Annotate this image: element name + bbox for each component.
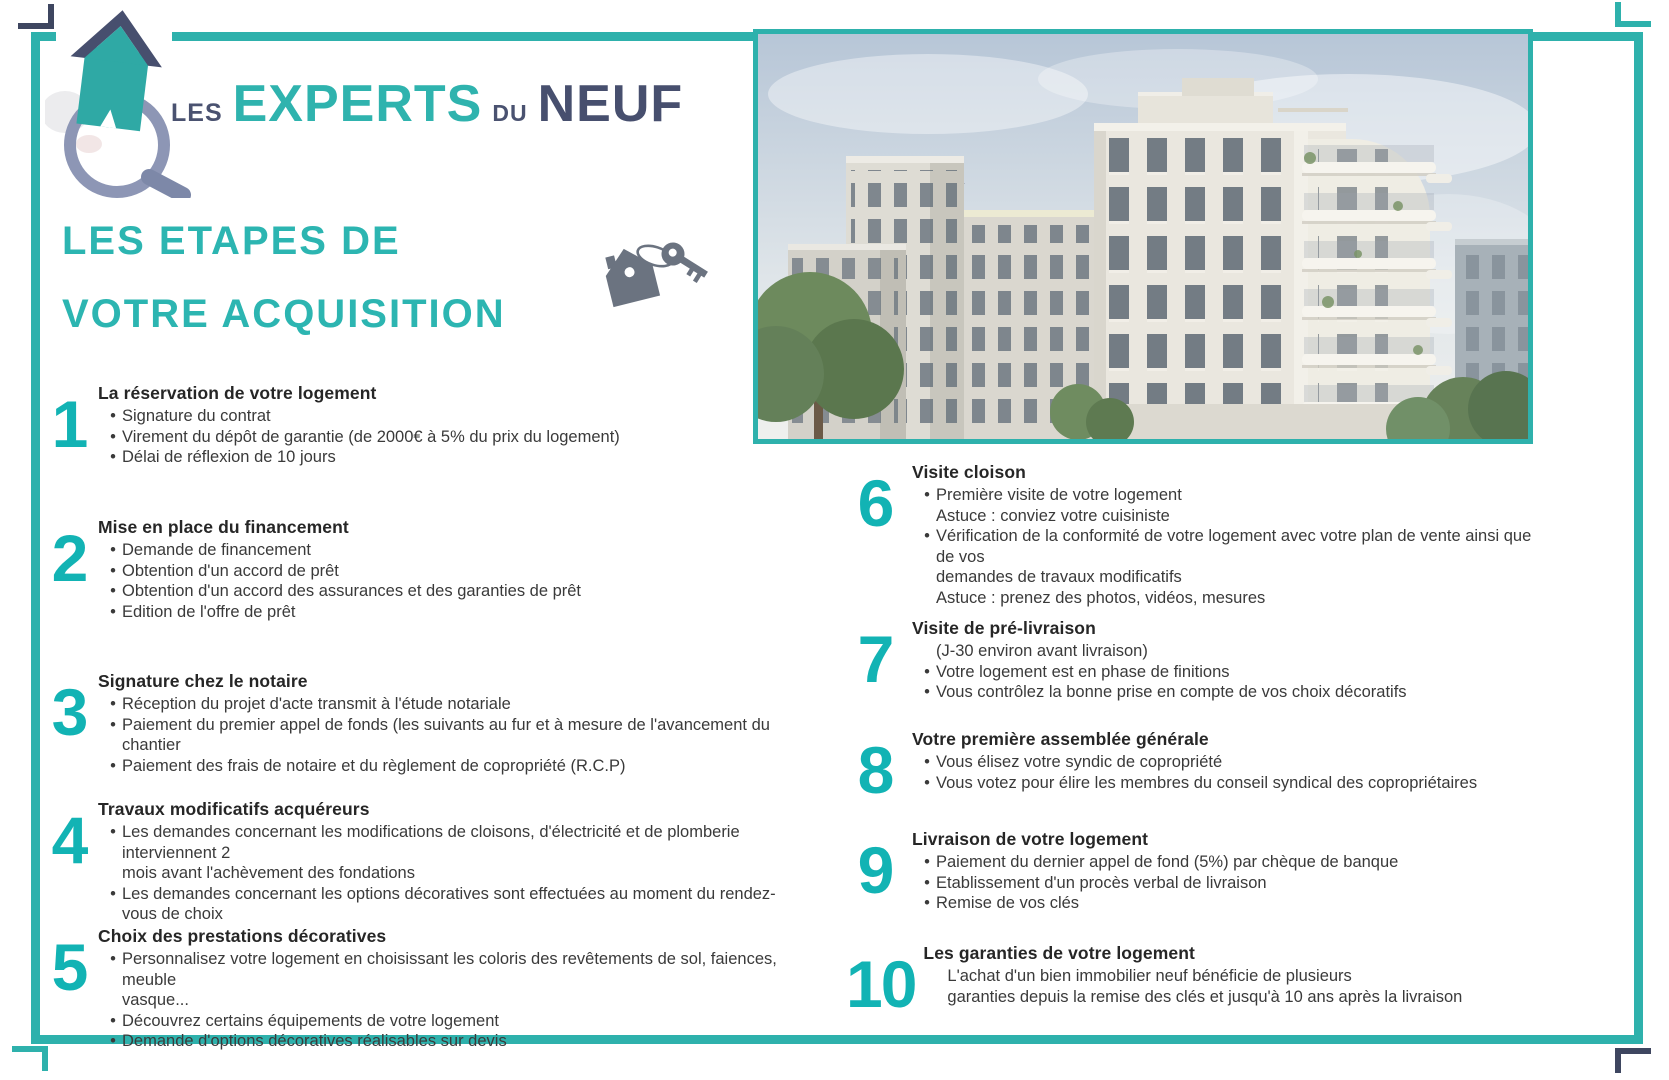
- corner-mark-top-right-icon: [1615, 2, 1651, 27]
- bullet-icon: •: [924, 683, 930, 701]
- bullet-icon: •: [110, 561, 116, 580]
- note-item: [912, 588, 1546, 609]
- step-body: [90, 671, 788, 776]
- bullet-icon: •: [110, 756, 116, 775]
- key-glyph-icon: [657, 238, 711, 285]
- item-text: Astuce : prenez des photos, vidéos, mesures: [936, 588, 1266, 607]
- bullet-icon: •: [110, 715, 116, 734]
- bullet-icon: •: [110, 582, 116, 600]
- bullet-item: [98, 694, 788, 715]
- bullet-icon: •: [924, 662, 930, 681]
- bullet-icon: •: [924, 486, 930, 504]
- step-number: 6: [857, 466, 893, 540]
- step-body: [904, 829, 1398, 914]
- bullet-item: [98, 561, 581, 582]
- item-text: Etablissement d'un procès verbal de livraison: [936, 873, 1267, 892]
- step-body: [90, 517, 581, 622]
- bullet-icon: •: [110, 448, 116, 466]
- step-title: La réservation de votre logement: [98, 383, 377, 403]
- item-text: Paiement du premier appel de fonds (les suivants au fur et à mesure de l'avancement du chantier: [122, 715, 770, 754]
- bullet-item: [912, 485, 1546, 506]
- step-body: [90, 926, 788, 1052]
- step-body: [90, 799, 788, 925]
- page-title-line1: LES ETAPES DE: [62, 219, 401, 263]
- logo: [171, 74, 683, 134]
- bullet-item: [98, 406, 620, 427]
- item-text: Les demandes concernant les options décoratives sont effectuées au moment du rendez-vous de choix: [122, 884, 776, 923]
- step-5: [48, 926, 788, 1052]
- item-text: Obtention d'un accord de prêt: [122, 561, 339, 580]
- bullet-item: [98, 1031, 788, 1052]
- step-body: [904, 618, 1407, 703]
- item-text: Vérification de la conformité de votre logement avec votre plan de vente ainsi que de vos demandes de travaux modificatifs: [936, 527, 1532, 586]
- bullet-item: [98, 581, 581, 602]
- step-7: [846, 618, 1546, 703]
- item-text: Vous contrôlez la bonne prise en compte de vos choix décoratifs: [936, 683, 1407, 701]
- step-1: [48, 383, 788, 468]
- step-title: Travaux modificatifs acquéreurs: [98, 799, 370, 819]
- item-text: Demande d'options décoratives réalisables sur devis: [122, 1032, 507, 1050]
- step-number: 3: [51, 675, 87, 749]
- house-tag-icon: [600, 243, 660, 307]
- step-number: 10: [846, 947, 916, 1021]
- item-text: Paiement du dernier appel de fond (5%) par chèque de banque: [936, 853, 1399, 871]
- page-title: [62, 205, 506, 351]
- step-number: 2: [51, 521, 87, 595]
- bullet-item: [98, 427, 620, 448]
- bullet-icon: •: [110, 1032, 116, 1050]
- bullet-item: [912, 752, 1477, 773]
- bullet-icon: •: [924, 753, 930, 771]
- bullet-icon: •: [110, 602, 116, 621]
- step-title: Visite cloison: [912, 462, 1026, 482]
- bullet-icon: •: [924, 527, 930, 545]
- step-body: [904, 729, 1477, 793]
- bullet-icon: •: [110, 823, 116, 841]
- bullet-item: [98, 715, 788, 756]
- logo-word-du: DU: [492, 100, 528, 126]
- item-text: Découvrez certains équipements de votre logement: [122, 1011, 499, 1030]
- step-title: Visite de pré-livraison: [912, 618, 1096, 638]
- bullet-item: [98, 884, 788, 925]
- step-2: [48, 517, 788, 622]
- step-body: [915, 943, 1462, 1007]
- step-body: [90, 383, 620, 468]
- bullet-icon: •: [110, 407, 116, 425]
- bullet-item: [98, 1011, 788, 1032]
- bullet-item: [912, 682, 1407, 703]
- corner-mark-bottom-right-icon: [1615, 1048, 1651, 1073]
- bullet-item: [98, 756, 788, 777]
- logo-word-experts: EXPERTS: [232, 75, 483, 133]
- bullet-icon: •: [110, 1011, 116, 1030]
- step-4: [48, 799, 788, 925]
- bullet-item: [98, 602, 581, 623]
- new-building-photo: [753, 29, 1533, 444]
- bullet-item: [912, 852, 1398, 873]
- step-3: [48, 671, 788, 776]
- item-text: Vous votez pour élire les membres du conseil syndical des copropriétaires: [936, 773, 1478, 792]
- note-item: [912, 641, 1407, 662]
- page-title-line2: VOTRE ACQUISITION: [62, 292, 506, 336]
- step-title: Signature chez le notaire: [98, 671, 308, 691]
- item-text: Edition de l'offre de prêt: [122, 602, 296, 621]
- step-6: [846, 462, 1546, 608]
- step-9: [846, 829, 1546, 914]
- bullet-item: [98, 540, 581, 561]
- item-text: Remise de vos clés: [936, 894, 1080, 912]
- bullet-icon: •: [110, 950, 116, 968]
- item-text: Demande de financement: [122, 541, 311, 559]
- item-text: Vous élisez votre syndic de copropriété: [936, 753, 1223, 771]
- item-text: L'achat d'un bien immobilier neuf bénéficie de plusieurs garanties depuis la remise des clés et jusqu'à 10 ans après la livraison: [947, 967, 1463, 1006]
- item-text: Astuce : conviez votre cuisiniste: [936, 506, 1170, 525]
- bullet-icon: •: [924, 773, 930, 792]
- note-item: [912, 506, 1546, 527]
- item-text: Signature du contrat: [122, 407, 271, 425]
- step-title: Livraison de votre logement: [912, 829, 1149, 849]
- item-text: Paiement des frais de notaire et du règlement de copropriété (R.C.P): [122, 756, 626, 775]
- bullet-icon: •: [110, 541, 116, 559]
- house-key-icon: [593, 238, 711, 308]
- bullet-item: [98, 447, 620, 468]
- step-10: [846, 943, 1546, 1021]
- bullet-item: [912, 773, 1477, 794]
- step-title: Les garanties de votre logement: [923, 943, 1195, 963]
- magnifier-handle: [149, 177, 183, 195]
- bullet-icon: •: [924, 873, 930, 892]
- item-text: Réception du projet d'acte transmit à l'étude notariale: [122, 695, 511, 713]
- step-number: 1: [51, 387, 87, 461]
- bullet-item: [98, 949, 788, 1011]
- item-text: Première visite de votre logement: [936, 486, 1182, 504]
- item-text: Délai de réflexion de 10 jours: [122, 448, 336, 466]
- bullet-item: [912, 893, 1398, 914]
- step-title: Votre première assemblée générale: [912, 729, 1209, 749]
- bullet-item: [912, 873, 1398, 894]
- step-title: Choix des prestations décoratives: [98, 926, 387, 946]
- bullet-icon: •: [924, 853, 930, 871]
- step-number: 8: [857, 733, 893, 807]
- bullet-item: [912, 526, 1546, 588]
- item-text: Les demandes concernant les modifications de cloisons, d'électricité et de plomberie interviennent 2 mois avant l'achèvement des fondations: [122, 823, 740, 882]
- step-number: 7: [857, 622, 893, 696]
- step-number: 4: [51, 803, 87, 877]
- bullet-item: [98, 822, 788, 884]
- corner-mark-bottom-left-icon: [12, 1046, 48, 1071]
- step-body: [904, 462, 1546, 608]
- step-number: 9: [857, 833, 893, 907]
- item-text: (J-30 environ avant livraison): [936, 642, 1148, 660]
- bullet-icon: •: [110, 695, 116, 713]
- logo-blob-pink: [76, 135, 102, 153]
- building-illustration: [758, 34, 1528, 439]
- bullet-icon: •: [924, 894, 930, 912]
- step-number: 5: [51, 930, 87, 1004]
- bullet-icon: •: [110, 884, 116, 903]
- step-title: Mise en place du financement: [98, 517, 349, 537]
- item-text: Virement du dépôt de garantie (de 2000€ à 5% du prix du logement): [122, 427, 620, 446]
- note-item: [923, 966, 1462, 1007]
- item-text: Votre logement est en phase de finitions: [936, 662, 1230, 681]
- logo-word-neuf: NEUF: [537, 75, 684, 133]
- step-8: [846, 729, 1546, 807]
- item-text: Personnalisez votre logement en choisissant les coloris des revêtements de sol, faiences, meuble vasque...: [122, 950, 777, 1009]
- item-text: Obtention d'un accord des assurances et des garanties de prêt: [122, 582, 582, 600]
- logo-word-les: LES: [171, 99, 223, 127]
- bullet-item: [912, 662, 1407, 683]
- bullet-icon: •: [110, 427, 116, 446]
